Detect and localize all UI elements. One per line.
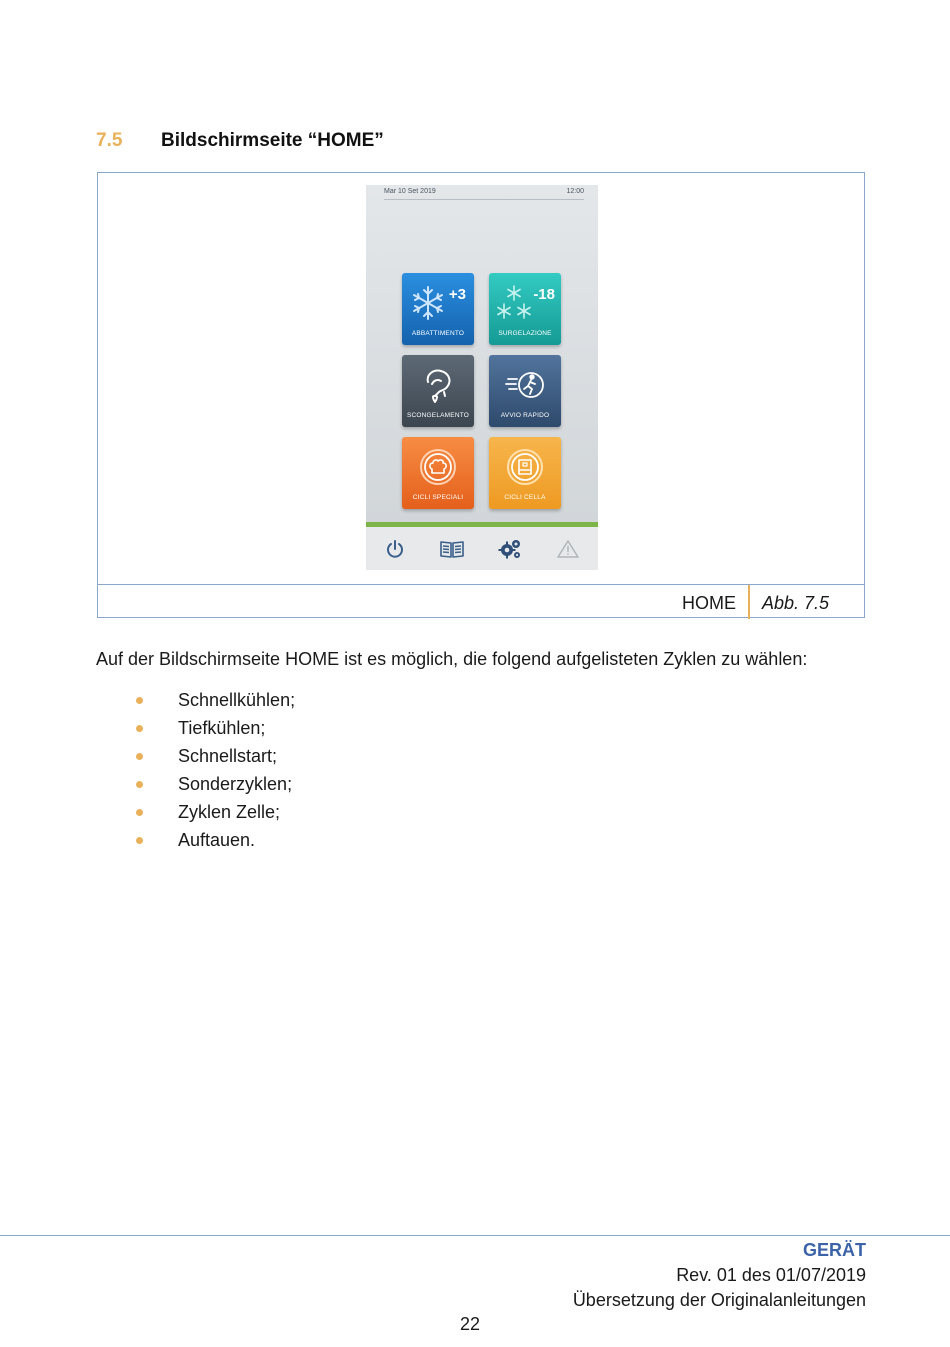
settings-button[interactable] [490,535,530,563]
figure-caption-ref: Abb. 7.5 [762,593,830,613]
tile-abbattimento-label: ABBATTIMENTO [411,330,465,337]
intro-paragraph: Auf der Bildschirmseite HOME ist es möglich, die folgend aufgelisteten Zyklen zu wählen: [96,649,808,669]
tile-scongelamento-label: SCONGELAMENTO [406,412,470,419]
tile-abbattimento[interactable] [402,273,474,345]
device-home-screen [366,185,598,570]
bullet-icon [136,781,143,788]
footer-translation: Übersetzung der Originalanleitungen [572,1290,866,1310]
tile-surgelazione-value: -18 [533,286,555,303]
bullet-icon [136,697,143,704]
bullet-icon [136,837,143,844]
status-date: Mar 10 Set 2019 [384,188,436,195]
section-title: Bildschirmseite “HOME” [161,130,384,151]
tile-avvio-rapido-label: AVVIO RAPIDO [500,412,550,419]
figure-box [97,172,865,618]
bottom-toolbar [366,527,598,570]
power-icon [385,539,405,559]
tile-avvio-rapido[interactable] [489,355,561,427]
figure-caption-name: HOME [682,593,736,613]
tile-cicli-cella-label: CICLI CELLA [504,494,546,501]
bullet-icon [136,809,143,816]
footer-revision: Rev. 01 des 01/07/2019 [676,1265,866,1285]
page-number: 22 [460,1314,481,1334]
power-button[interactable] [375,535,415,563]
recipe-book-button[interactable] [432,535,472,563]
warning-icon [557,539,579,559]
footer-divider [0,1235,950,1236]
tile-surgelazione[interactable] [489,273,561,345]
tile-scongelamento[interactable] [402,355,474,427]
tile-surgelazione-label: SURGELAZIONE [498,330,552,337]
bullet-icon [136,725,143,732]
thawing-drop-icon [402,365,474,405]
quick-start-runner-icon [489,365,561,405]
bullet-icon [136,753,143,760]
caption-divider [748,585,750,619]
chef-hat-icon [402,447,474,487]
cell-box-icon [489,447,561,487]
gears-icon [498,538,522,560]
alarms-button[interactable] [548,535,588,563]
footer-brand: GERÄT [803,1240,866,1260]
tile-cicli-speciali[interactable] [402,437,474,509]
section-number: 7.5 [96,130,123,151]
status-divider [384,199,584,200]
book-icon [439,539,465,559]
tile-cicli-speciali-label: CICLI SPECIALI [412,494,464,501]
status-time: 12:00 [566,188,584,195]
tile-abbattimento-value: +3 [448,286,466,303]
tile-cicli-cella[interactable] [489,437,561,509]
figure-caption-row [98,584,864,619]
